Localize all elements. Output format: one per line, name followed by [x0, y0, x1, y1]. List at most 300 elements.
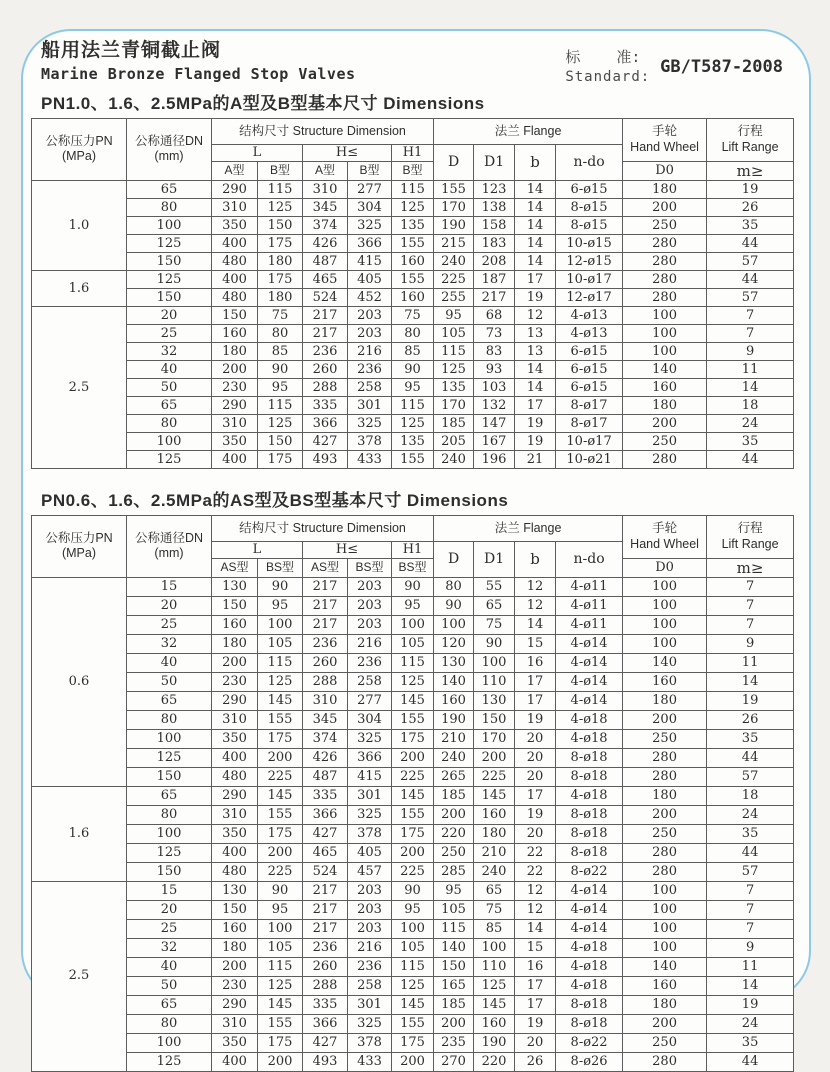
dimension-cell: 105: [258, 634, 303, 653]
pressure-group-cell: 1.6: [32, 270, 127, 306]
col-header-pressure: [32, 515, 127, 577]
dimension-cell: 100: [474, 938, 515, 957]
dimension-cell: 150: [127, 862, 212, 881]
dimension-cell: 400: [212, 748, 258, 767]
dimension-cell: 160: [474, 805, 515, 824]
dimension-cell: 4-ø18: [556, 957, 623, 976]
dimension-cell: 335: [303, 786, 348, 805]
dimension-cell: 85: [258, 342, 303, 360]
dimension-cell: 125: [127, 1052, 212, 1071]
col-header-b: b: [515, 541, 556, 577]
dimension-cell: 325: [348, 729, 392, 748]
dimension-cell: 265: [434, 767, 474, 786]
dimension-cell: 203: [348, 881, 392, 900]
dimension-cell: 100: [258, 919, 303, 938]
dimension-cell: 175: [392, 1033, 434, 1052]
dimension-cell: 400: [212, 234, 258, 252]
dimension-cell: 8-ø18: [556, 824, 623, 843]
dimension-cell: 250: [623, 216, 707, 234]
dimension-cell: 10-ø17: [556, 270, 623, 288]
dimension-cell: 203: [348, 306, 392, 324]
dimension-cell: 280: [623, 843, 707, 862]
dimension-cell: 15: [127, 881, 212, 900]
dimension-cell: 8-ø15: [556, 198, 623, 216]
col-header-d0: D0: [623, 558, 707, 577]
dimension-cell: 95: [392, 596, 434, 615]
col-header-l-type-a: A型: [212, 161, 258, 180]
table-row: [32, 843, 794, 862]
dimension-cell: 19: [515, 1014, 556, 1033]
dimension-cell: 155: [258, 710, 303, 729]
dimension-cell: 55: [474, 577, 515, 596]
dimension-cell: 90: [258, 577, 303, 596]
dimension-cell: 105: [392, 938, 434, 957]
dimension-cell: 217: [303, 900, 348, 919]
dimension-cell: 90: [392, 881, 434, 900]
dimension-cell: 433: [348, 450, 392, 468]
dimension-cell: 130: [212, 881, 258, 900]
dimension-cell: 8-ø15: [556, 216, 623, 234]
dimension-cell: 270: [434, 1052, 474, 1071]
table-row: [32, 288, 794, 306]
dimension-cell: 140: [434, 938, 474, 957]
dimension-cell: 200: [623, 414, 707, 432]
dimension-cell: 185: [434, 786, 474, 805]
dimension-cell: 14: [515, 198, 556, 216]
dimension-cell: 75: [474, 900, 515, 919]
dimension-cell: 415: [348, 767, 392, 786]
dimension-cell: 125: [434, 360, 474, 378]
standard-labels: [565, 48, 650, 86]
dimension-cell: 280: [623, 270, 707, 288]
dimension-cell: 208: [474, 252, 515, 270]
dimension-cell: 12-ø15: [556, 252, 623, 270]
dimension-cell: 75: [474, 615, 515, 634]
dimension-cell: 4-ø14: [556, 900, 623, 919]
dimension-cell: 44: [707, 450, 794, 468]
table-row: [32, 360, 794, 378]
dimension-cell: 203: [348, 615, 392, 634]
col-header-handwheel-cn: 手轮: [652, 124, 678, 139]
dimension-cell: 200: [212, 957, 258, 976]
dimension-cell: 14: [515, 615, 556, 634]
dimension-cell: 400: [212, 450, 258, 468]
col-header-l: L: [212, 144, 303, 161]
dimension-cell: 140: [434, 672, 474, 691]
page-title-en: Marine Bronze Flanged Stop Valves: [41, 64, 356, 83]
dimension-cell: 400: [212, 843, 258, 862]
dimension-cell: 480: [212, 252, 258, 270]
dimension-cell: 4-ø11: [556, 615, 623, 634]
dimension-cell: 35: [707, 216, 794, 234]
dimension-cell: 280: [623, 748, 707, 767]
table-row: [32, 634, 794, 653]
col-header-structure: 结构尺寸 Structure Dimension: [212, 515, 434, 541]
dimension-cell: 155: [392, 710, 434, 729]
dimension-cell: 25: [127, 324, 212, 342]
table-row: [32, 615, 794, 634]
dimension-cell: 6-ø15: [556, 378, 623, 396]
dimension-cell: 125: [127, 748, 212, 767]
dimension-cell: 180: [623, 180, 707, 198]
dimension-cell: 125: [392, 672, 434, 691]
dimension-cell: 258: [348, 672, 392, 691]
table-row: [32, 234, 794, 252]
dimension-cell: 11: [707, 360, 794, 378]
dimension-cell: 90: [392, 360, 434, 378]
table-row: [32, 672, 794, 691]
dimension-cell: 216: [348, 938, 392, 957]
dimension-cell: 19: [515, 432, 556, 450]
col-header-handwheel-en: Hand Wheel: [630, 139, 699, 154]
table-row: [32, 767, 794, 786]
dimension-cell: 230: [212, 672, 258, 691]
dimension-cell: 200: [258, 748, 303, 767]
dimension-cell: 130: [434, 653, 474, 672]
dimension-cell: 280: [623, 252, 707, 270]
dimension-cell: 110: [474, 672, 515, 691]
dimension-cell: 32: [127, 342, 212, 360]
dimension-cell: 366: [303, 414, 348, 432]
dimension-cell: 15: [515, 938, 556, 957]
dimension-cell: 190: [434, 216, 474, 234]
dimension-cell: 50: [127, 976, 212, 995]
dimension-cell: 100: [434, 615, 474, 634]
dimension-cell: 17: [515, 672, 556, 691]
dimension-cell: 217: [303, 881, 348, 900]
dimension-cell: 155: [258, 805, 303, 824]
dimension-cell: 350: [212, 216, 258, 234]
dimension-cell: 100: [127, 216, 212, 234]
dimension-cell: 57: [707, 288, 794, 306]
col-header-handwheel: [623, 118, 707, 161]
dimension-cell: 415: [348, 252, 392, 270]
dimension-cell: 210: [474, 843, 515, 862]
dimension-cell: 325: [348, 805, 392, 824]
dimension-cell: 160: [392, 252, 434, 270]
dimension-cell: 145: [392, 995, 434, 1014]
dimension-cell: 310: [212, 710, 258, 729]
dimension-cell: 480: [212, 862, 258, 881]
dimension-cell: 26: [707, 710, 794, 729]
dimension-cell: 13: [515, 342, 556, 360]
dimension-cell: 250: [623, 432, 707, 450]
dimension-cell: 196: [474, 450, 515, 468]
dimension-cell: 217: [474, 288, 515, 306]
dimension-cell: 100: [623, 577, 707, 596]
dimension-cell: 400: [212, 270, 258, 288]
col-header-h: H≤: [303, 541, 392, 558]
col-header-d: D: [434, 541, 474, 577]
dimension-cell: 145: [258, 995, 303, 1014]
dimension-cell: 160: [212, 615, 258, 634]
dimension-cell: 250: [434, 843, 474, 862]
dimension-cell: 288: [303, 672, 348, 691]
dimension-cell: 125: [392, 414, 434, 432]
dimension-cell: 160: [392, 288, 434, 306]
col-header-dn: [127, 515, 212, 577]
dimension-cell: 200: [623, 805, 707, 824]
dimension-cell: 24: [707, 805, 794, 824]
col-header-lift: [707, 515, 794, 558]
table-row: [32, 414, 794, 432]
col-header-d1: D1: [474, 541, 515, 577]
dimension-cell: 167: [474, 432, 515, 450]
document-header: [41, 40, 783, 86]
dimension-cell: 93: [474, 360, 515, 378]
dimension-cell: 310: [212, 198, 258, 216]
dimension-cell: 19: [515, 805, 556, 824]
standard-block: [565, 48, 783, 86]
dimension-cell: 175: [258, 270, 303, 288]
col-header-h: H≤: [303, 144, 392, 161]
dimension-cell: 236: [348, 957, 392, 976]
dimension-cell: 200: [258, 1052, 303, 1071]
col-header-dn-unit: (mm): [154, 149, 184, 164]
dimension-cell: 200: [258, 843, 303, 862]
dimension-cell: 4-ø11: [556, 596, 623, 615]
dimension-cell: 180: [212, 634, 258, 653]
dimension-cell: 378: [348, 1033, 392, 1052]
dimension-cell: 24: [707, 1014, 794, 1033]
dimension-cell: 19: [707, 691, 794, 710]
dimension-cell: 7: [707, 577, 794, 596]
table-row: [32, 976, 794, 995]
dimension-cell: 301: [348, 786, 392, 805]
dimension-cell: 180: [623, 995, 707, 1014]
table-row: [32, 180, 794, 198]
dimension-cell: 100: [127, 432, 212, 450]
dimension-cell: 17: [515, 691, 556, 710]
dimension-cell: 4-ø14: [556, 653, 623, 672]
dimension-cell: 290: [212, 995, 258, 1014]
dimension-cell: 378: [348, 824, 392, 843]
col-header-l: L: [212, 541, 303, 558]
dimension-cell: 18: [707, 786, 794, 805]
dimension-cell: 20: [127, 900, 212, 919]
dimension-cell: 350: [212, 432, 258, 450]
col-header-l-type-b: B型: [258, 161, 303, 180]
col-header-pressure: [32, 118, 127, 180]
dimension-cell: 200: [623, 710, 707, 729]
dimension-cell: 132: [474, 396, 515, 414]
dimension-cell: 138: [474, 198, 515, 216]
table2-body: [32, 577, 794, 1071]
dimension-cell: 22: [515, 843, 556, 862]
table1-body: [32, 180, 794, 468]
dimension-cell: 400: [212, 1052, 258, 1071]
dimension-cell: 11: [707, 957, 794, 976]
dimension-cell: 203: [348, 596, 392, 615]
table-row: [32, 710, 794, 729]
dimension-cell: 20: [515, 767, 556, 786]
dimension-cell: 465: [303, 843, 348, 862]
dimension-cell: 225: [392, 862, 434, 881]
dimension-cell: 7: [707, 324, 794, 342]
dimension-cell: 12: [515, 596, 556, 615]
dimension-cell: 200: [392, 1052, 434, 1071]
dimension-cell: 280: [623, 862, 707, 881]
col-header-handwheel: [623, 515, 707, 558]
dimension-cell: 217: [303, 919, 348, 938]
dimension-cell: 374: [303, 729, 348, 748]
dimension-cell: 426: [303, 234, 348, 252]
title-block: [41, 40, 356, 83]
dimension-cell: 125: [127, 450, 212, 468]
dimension-cell: 65: [474, 881, 515, 900]
dimension-cell: 285: [434, 862, 474, 881]
dimension-cell: 44: [707, 270, 794, 288]
dimension-cell: 288: [303, 976, 348, 995]
dimension-cell: 4-ø14: [556, 919, 623, 938]
dimension-cell: 290: [212, 396, 258, 414]
dimension-cell: 65: [127, 995, 212, 1014]
dimension-cell: 19: [515, 288, 556, 306]
dimension-cell: 155: [392, 270, 434, 288]
dimension-cell: 14: [515, 378, 556, 396]
dimension-cell: 100: [623, 900, 707, 919]
table1-title: PN1.0、1.6、2.5MPa的A型及B型基本尺寸 Dimensions: [41, 93, 485, 113]
dimension-cell: 100: [392, 615, 434, 634]
dimension-cell: 6-ø15: [556, 180, 623, 198]
dimension-cell: 325: [348, 216, 392, 234]
dimension-cell: 200: [392, 843, 434, 862]
table-row: [32, 824, 794, 843]
dimension-cell: 240: [434, 748, 474, 767]
dimension-cell: 250: [623, 1033, 707, 1052]
table-row: [32, 396, 794, 414]
dimension-cell: 65: [127, 180, 212, 198]
table-row: [32, 995, 794, 1014]
dimension-cell: 80: [258, 324, 303, 342]
dimension-cell: 11: [707, 653, 794, 672]
dimension-cell: 350: [212, 1033, 258, 1052]
dimension-cell: 100: [392, 919, 434, 938]
dimension-cell: 21: [515, 450, 556, 468]
dimension-cell: 105: [434, 900, 474, 919]
dimension-cell: 217: [303, 596, 348, 615]
dimension-cell: 105: [258, 938, 303, 957]
dimension-cell: 200: [392, 748, 434, 767]
dimension-cell: 100: [474, 653, 515, 672]
dimension-cell: 115: [258, 653, 303, 672]
dimension-cell: 183: [474, 234, 515, 252]
dimension-cell: 180: [623, 691, 707, 710]
dimension-cell: 100: [127, 824, 212, 843]
dimension-cell: 8-ø26: [556, 1052, 623, 1071]
dimension-cell: 203: [348, 900, 392, 919]
dimension-cell: 25: [127, 615, 212, 634]
dimension-cell: 100: [623, 938, 707, 957]
dimension-cell: 17: [515, 396, 556, 414]
dimension-cell: 115: [392, 957, 434, 976]
col-header-flange: 法兰 Flange: [434, 118, 623, 144]
table-row: [32, 306, 794, 324]
pressure-group-cell: 0.6: [32, 577, 127, 786]
dimension-cell: 26: [707, 198, 794, 216]
dimension-cell: 125: [392, 976, 434, 995]
dimension-cell: 12: [515, 900, 556, 919]
dimension-cell: 24: [707, 414, 794, 432]
table-row: [32, 919, 794, 938]
dimension-cell: 200: [212, 653, 258, 672]
col-header-h1: H1: [392, 144, 434, 161]
dimension-cell: 110: [474, 957, 515, 976]
dimension-cell: 350: [212, 729, 258, 748]
dimension-cell: 175: [258, 1033, 303, 1052]
dimension-cell: 524: [303, 288, 348, 306]
dimension-cell: 80: [127, 710, 212, 729]
dimension-cell: 8-ø18: [556, 767, 623, 786]
col-header-lift-en: Lift Range: [721, 536, 779, 551]
col-header-handwheel-cn: 手轮: [652, 521, 678, 536]
dimension-cell: 220: [434, 824, 474, 843]
dimension-cell: 240: [434, 252, 474, 270]
pressure-group-cell: 2.5: [32, 881, 127, 1071]
dimension-cell: 304: [348, 710, 392, 729]
dimension-cell: 280: [623, 1052, 707, 1071]
dimension-cell: 17: [515, 786, 556, 805]
dimension-cell: 225: [392, 767, 434, 786]
table-row: [32, 450, 794, 468]
dimension-cell: 200: [474, 748, 515, 767]
dimension-cell: 75: [258, 306, 303, 324]
dimension-cell: 175: [392, 824, 434, 843]
dimension-cell: 16: [515, 653, 556, 672]
dimension-cell: 225: [474, 767, 515, 786]
dimension-cell: 125: [258, 198, 303, 216]
dimension-cell: 350: [212, 824, 258, 843]
dimension-cell: 145: [474, 786, 515, 805]
dimension-cell: 155: [392, 1014, 434, 1033]
dimension-cell: 32: [127, 634, 212, 653]
dimension-cell: 277: [348, 180, 392, 198]
dimension-cell: 200: [623, 198, 707, 216]
dimension-cell: 216: [348, 634, 392, 653]
dimension-cell: 187: [474, 270, 515, 288]
table-row: [32, 596, 794, 615]
dimension-cell: 405: [348, 270, 392, 288]
col-header-lift-en: Lift Range: [721, 139, 779, 154]
dimension-cell: 217: [303, 577, 348, 596]
col-header-dn-unit: (mm): [154, 546, 184, 561]
dimension-cell: 335: [303, 995, 348, 1014]
dimension-cell: 200: [212, 360, 258, 378]
dimension-cell: 301: [348, 995, 392, 1014]
col-header-lift-cn: 行程: [737, 521, 763, 536]
dimension-cell: 480: [212, 288, 258, 306]
dimensions-table-asbs: [31, 515, 794, 1072]
dimension-cell: 9: [707, 938, 794, 957]
dimension-cell: 155: [392, 234, 434, 252]
dimension-cell: 14: [707, 672, 794, 691]
dimension-cell: 100: [258, 615, 303, 634]
dimension-cell: 155: [392, 450, 434, 468]
col-header-h1-type-b: B型: [392, 161, 434, 180]
dimension-cell: 175: [258, 450, 303, 468]
dimension-cell: 140: [623, 653, 707, 672]
table-row: [32, 378, 794, 396]
dimension-cell: 236: [303, 938, 348, 957]
col-header-dn-cn: 公称通径DN: [134, 133, 204, 148]
dimension-cell: 80: [127, 805, 212, 824]
dimension-cell: 200: [623, 1014, 707, 1033]
dimension-cell: 147: [474, 414, 515, 432]
table2-title: PN0.6、1.6、2.5MPa的AS型及BS型基本尺寸 Dimensions: [41, 490, 509, 510]
dimension-cell: 40: [127, 957, 212, 976]
dimension-cell: 100: [623, 881, 707, 900]
dimension-cell: 366: [303, 805, 348, 824]
